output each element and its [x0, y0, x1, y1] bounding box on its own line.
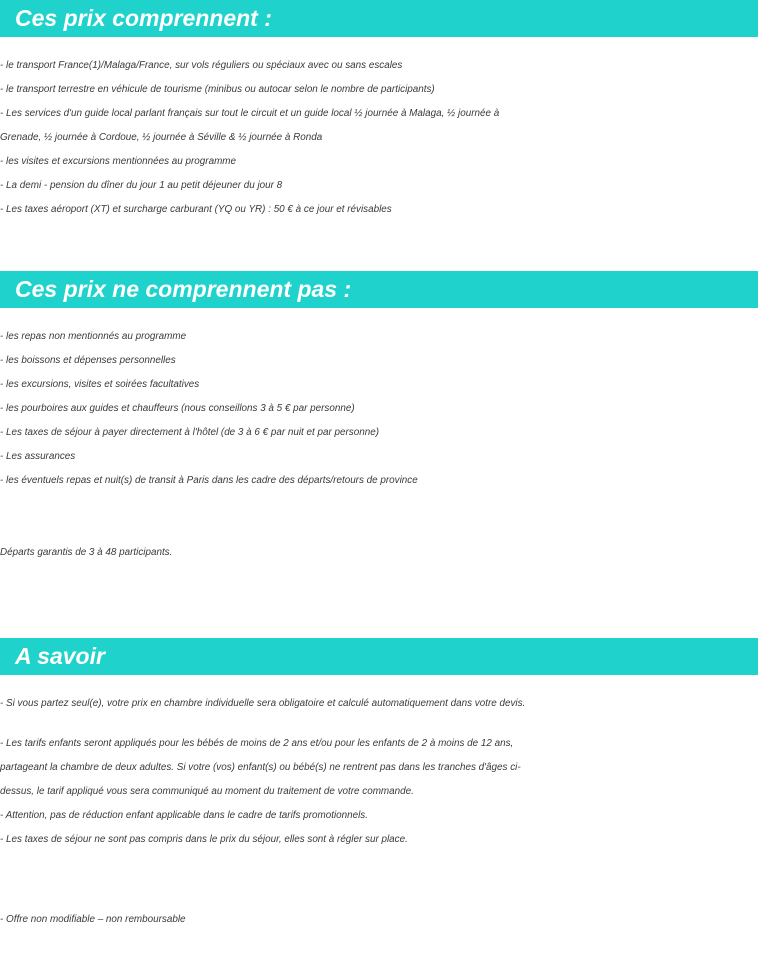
list-item: - les visites et excursions mentionnées au programme: [0, 156, 237, 167]
single-supplement-note: [0, 692, 758, 716]
list-item: - Si vous partez seul(e), votre prix en chambre individuelle sera obligatoire et calculé automatiquement dans votre devis.: [0, 698, 526, 709]
list-item: - Les assurances: [0, 451, 76, 462]
departures-note: [0, 541, 758, 565]
list-item: dessus, le tarif appliqué vous sera communiqué au moment du traitement de votre commande.: [0, 786, 414, 797]
section-title: A savoir: [15, 643, 105, 669]
list-item: Grenade, ½ journée à Cordoue, ½ journée à Séville & ½ journée à Ronda: [0, 132, 323, 143]
departures-text: Départs garantis de 3 à 48 participants.: [0, 547, 173, 558]
list-item: - les excursions, visites et soirées facultatives: [0, 379, 200, 390]
section-header-excluded: [0, 271, 758, 308]
list-item: - les boissons et dépenses personnelles: [0, 355, 176, 366]
list-item: - Les taxes de séjour ne sont pas compris dans le prix du séjour, elles sont à régler sur place.: [0, 834, 408, 845]
info-list: [0, 732, 758, 852]
section-header-info: [0, 638, 758, 675]
offer-note: [0, 908, 758, 932]
list-item: - Les tarifs enfants seront appliqués pour les bébés de moins de 2 ans et/ou pour les enfants de 2 à moins de 12 ans,: [0, 738, 514, 749]
included-list: [0, 54, 758, 222]
list-item: - La demi - pension du dîner du jour 1 au petit déjeuner du jour 8: [0, 180, 283, 191]
list-item: - les repas non mentionnés au programme: [0, 331, 187, 342]
excluded-list: [0, 325, 758, 493]
list-item: - les pourboires aux guides et chauffeurs (nous conseillons 3 à 5 € par personne): [0, 403, 355, 414]
list-item: - les éventuels repas et nuit(s) de transit à Paris dans les cadre des départs/retours de province: [0, 475, 418, 486]
section-header-included: [0, 0, 758, 37]
list-item: - Les services d'un guide local parlant français sur tout le circuit et un guide local ½ journée à Malaga, ½ journée à: [0, 108, 500, 119]
section-title: Ces prix ne comprennent pas :: [15, 276, 352, 302]
list-item: - Les taxes aéroport (XT) et surcharge carburant (YQ ou YR) : 50 € à ce jour et révisables: [0, 204, 392, 215]
list-item: - le transport France(1)/Malaga/France, sur vols réguliers ou spéciaux avec ou sans escales: [0, 60, 403, 71]
section-title: Ces prix comprennent :: [15, 5, 272, 31]
list-item: - Attention, pas de réduction enfant applicable dans le cadre de tarifs promotionnels.: [0, 810, 368, 821]
offer-text: - Offre non modifiable – non remboursable: [0, 914, 186, 925]
list-item: partageant la chambre de deux adultes. Si votre (vos) enfant(s) ou bébé(s) ne rentrent pas dans les tranches d'âges ci-: [0, 762, 521, 773]
list-item: - Les taxes de séjour à payer directement à l'hôtel (de 3 à 6 € par nuit et par personne): [0, 427, 380, 438]
list-item: - le transport terrestre en véhicule de tourisme (minibus ou autocar selon le nombre de participants): [0, 84, 435, 95]
